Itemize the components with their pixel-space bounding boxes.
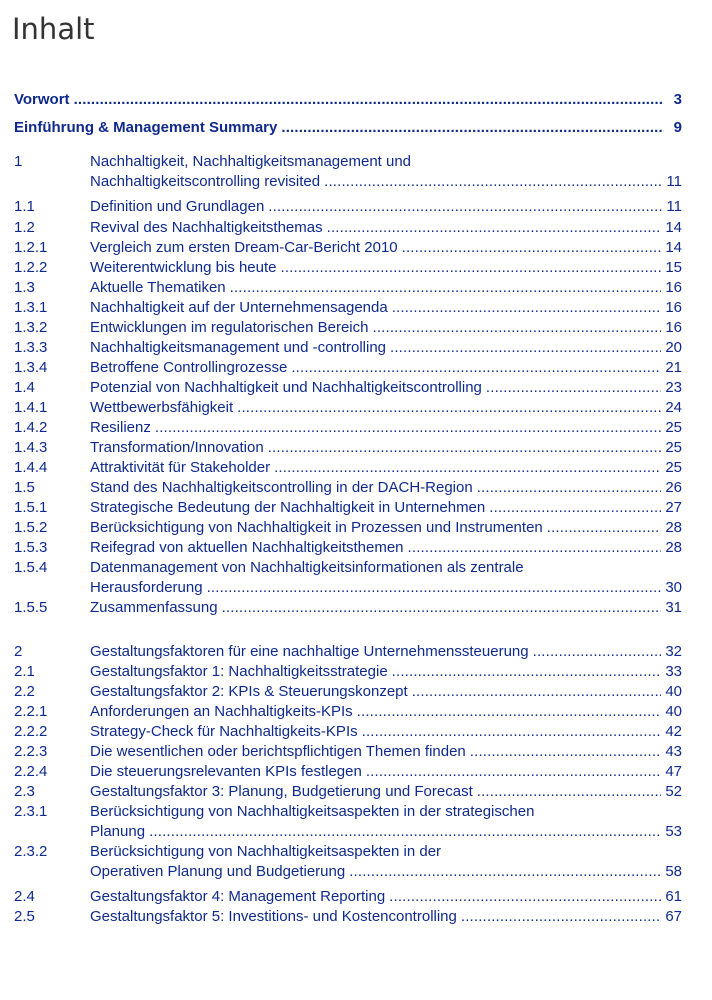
toc-page-number: 40 xyxy=(665,683,682,700)
toc-entry-title: Strategische Bedeutung der Nachhaltigkeit in Unternehmen xyxy=(90,499,486,516)
toc-entry-number: 1.1 xyxy=(14,198,35,215)
toc-entry[interactable] xyxy=(14,258,682,278)
toc-entry-number: 1.3.4 xyxy=(14,359,48,376)
toc-entry-title: Transformation/Innovation xyxy=(90,439,264,456)
toc-entry-number: 1.3.3 xyxy=(14,339,48,356)
toc-entry-number: 2.3.2 xyxy=(14,843,48,860)
toc-dot-leader xyxy=(155,418,661,438)
toc-entry[interactable] xyxy=(14,842,682,882)
toc-dot-leader xyxy=(489,498,661,518)
toc-page-number: 42 xyxy=(665,723,682,740)
toc-entry[interactable] xyxy=(14,278,682,298)
toc-page-number: 25 xyxy=(665,439,682,456)
toc-entry[interactable] xyxy=(14,438,682,458)
toc-entry-title: Berücksichtigung von Nachhaltigkeit in Prozessen und Instrumenten xyxy=(90,519,543,536)
toc-entry-number: 2.2.2 xyxy=(14,723,48,740)
toc-entry-title: Zusammenfassung xyxy=(90,599,218,616)
toc-entry-title: Nachhaltigkeitscontrolling revisited xyxy=(90,173,321,190)
toc-entry-title: Strategy-Check für Nachhaltigkeits-KPIs xyxy=(90,723,358,740)
toc-dot-leader xyxy=(222,598,662,618)
toc-page-number: 11 xyxy=(666,198,682,215)
toc-page-number: 43 xyxy=(665,743,682,760)
toc-entry-line xyxy=(90,822,682,842)
toc-entry-number: 1.4.2 xyxy=(14,419,48,436)
toc-entry[interactable] xyxy=(14,722,682,742)
toc-dot-leader xyxy=(281,118,664,138)
toc-entry-number: 2.4 xyxy=(14,888,35,905)
toc-page-number: 53 xyxy=(665,823,682,840)
toc-entry-line xyxy=(90,722,682,742)
toc-dot-leader xyxy=(230,278,662,298)
toc-entry-line xyxy=(90,907,682,927)
toc-entry-number: 1.4.4 xyxy=(14,459,48,476)
toc-page-number: 24 xyxy=(665,399,682,416)
toc-entry-number: 1.5 xyxy=(14,479,35,496)
toc-page-number: 11 xyxy=(666,173,682,190)
toc-dot-leader xyxy=(392,662,662,682)
toc-dot-leader xyxy=(281,258,662,278)
toc-entry-line xyxy=(90,258,682,278)
toc-entry-title: Potenzial von Nachhaltigkeit und Nachhaltigkeitscontrolling xyxy=(90,379,482,396)
toc-entry-title: Die steuerungsrelevanten KPIs festlegen xyxy=(90,763,362,780)
toc-entry-title: Gestaltungsfaktor 1: Nachhaltigkeitsstrategie xyxy=(90,663,388,680)
toc-entry-line xyxy=(90,558,682,578)
toc-page-number: 3 xyxy=(673,91,682,108)
toc-entry[interactable] xyxy=(14,478,682,498)
toc-entry[interactable] xyxy=(14,378,682,398)
toc-dot-leader xyxy=(366,762,661,782)
toc-page-number: 25 xyxy=(665,459,682,476)
toc-dot-leader xyxy=(362,722,662,742)
toc-entry-number: 1.5.3 xyxy=(14,539,48,556)
toc-page-number: 58 xyxy=(665,863,682,880)
toc-page-number: 33 xyxy=(665,663,682,680)
toc-page-number: 16 xyxy=(665,299,682,316)
toc-entry-number: 1.2.1 xyxy=(14,239,48,256)
toc-entry-line xyxy=(90,887,682,907)
toc-entry-title: Nachhaltigkeit, Nachhaltigkeitsmanagement und xyxy=(90,153,412,170)
toc-entry-line xyxy=(90,498,682,518)
toc-dot-leader xyxy=(470,742,662,762)
toc-entry-line xyxy=(90,152,682,172)
toc-dot-leader xyxy=(392,298,662,318)
toc-entry[interactable] xyxy=(14,702,682,722)
toc-page-number: 47 xyxy=(665,763,682,780)
toc-page-number: 30 xyxy=(665,579,682,596)
toc-dot-leader xyxy=(477,782,662,802)
toc-entry-line xyxy=(90,842,682,862)
toc-entry[interactable] xyxy=(14,518,682,538)
toc-dot-leader xyxy=(237,398,661,418)
toc-entry-number: 1.4.1 xyxy=(14,399,48,416)
toc-dot-leader xyxy=(207,578,662,598)
toc-page-number: 25 xyxy=(665,419,682,436)
toc-entry-title: Gestaltungsfaktor 5: Investitions- und Kostencontrolling xyxy=(90,908,457,925)
toc-entry-line xyxy=(90,358,682,378)
toc-page-number: 14 xyxy=(665,239,682,256)
toc-page-number: 16 xyxy=(665,279,682,296)
toc-entry-title: Reifegrad von aktuellen Nachhaltigkeitsthemen xyxy=(90,539,404,556)
toc-entry-line xyxy=(14,118,682,138)
toc-entry-line xyxy=(90,238,682,258)
toc-dot-leader xyxy=(412,682,662,702)
toc-entry-title: Gestaltungsfaktor 2: KPIs & Steuerungskonzept xyxy=(90,683,408,700)
toc-entry-number: 2.3 xyxy=(14,783,35,800)
toc-page-number: 15 xyxy=(665,259,682,276)
toc-entry[interactable] xyxy=(14,338,682,358)
toc-entry[interactable] xyxy=(14,538,682,558)
toc-entry-title: Definition und Grundlagen xyxy=(90,198,265,215)
toc-entry[interactable] xyxy=(14,558,682,598)
toc-entry-line xyxy=(90,318,682,338)
toc-entry[interactable] xyxy=(14,218,682,238)
toc-entry-title: Attraktivität für Stakeholder xyxy=(90,459,271,476)
toc-dot-leader xyxy=(408,538,662,558)
toc-entry-title: Resilienz xyxy=(90,419,151,436)
toc-entry[interactable] xyxy=(14,358,682,378)
toc-dot-leader xyxy=(477,478,662,498)
toc-entry-number: 1.5.1 xyxy=(14,499,48,516)
toc-entry[interactable] xyxy=(14,762,682,782)
toc-entry-line xyxy=(90,218,682,238)
toc-entry-line xyxy=(90,598,682,618)
toc-entry-line xyxy=(90,172,682,192)
toc-entry-title: Weiterentwicklung bis heute xyxy=(90,259,277,276)
toc-page-number: 67 xyxy=(665,908,682,925)
toc-entry-title: Operativen Planung und Budgetierung xyxy=(90,863,346,880)
toc-entry-line xyxy=(90,458,682,478)
toc-entry-title: Die wesentlichen oder berichtspflichtigen Themen finden xyxy=(90,743,466,760)
toc-entry[interactable] xyxy=(14,907,682,927)
toc-page-number: 28 xyxy=(665,519,682,536)
toc-entry-title: Datenmanagement von Nachhaltigkeitsinformationen als zentrale xyxy=(90,559,524,576)
toc-entry[interactable] xyxy=(14,662,682,682)
toc-entry-number: 1.3 xyxy=(14,279,35,296)
toc-entry-line xyxy=(90,682,682,702)
toc-entry-title: Gestaltungsfaktor 3: Planung, Budgetierung und Forecast xyxy=(90,783,473,800)
toc-entry-title: Aktuelle Thematiken xyxy=(90,279,226,296)
toc-dot-leader xyxy=(486,378,661,398)
toc-entry-line xyxy=(90,662,682,682)
page-title: Inhalt xyxy=(12,12,95,46)
toc-entry[interactable] xyxy=(14,398,682,418)
toc-entry-number: 1.5.5 xyxy=(14,599,48,616)
toc-entry-title: Berücksichtigung von Nachhaltigkeitsaspekten in der xyxy=(90,843,442,860)
toc-dot-leader xyxy=(533,642,662,662)
toc-entry-line xyxy=(90,578,682,598)
toc-entry-number: 1.3.2 xyxy=(14,319,48,336)
toc-entry[interactable] xyxy=(14,152,682,192)
toc-entry-title: Stand des Nachhaltigkeitscontrolling in der DACH-Region xyxy=(90,479,473,496)
toc-page-number: 23 xyxy=(665,379,682,396)
toc-entry-title: Berücksichtigung von Nachhaltigkeitsaspekten in der strategischen xyxy=(90,803,535,820)
toc-entry-number: 2.1 xyxy=(14,663,35,680)
toc-entry-number: 1.2.2 xyxy=(14,259,48,276)
toc-entry-line xyxy=(90,438,682,458)
toc-entry[interactable] xyxy=(14,418,682,438)
toc-page-number: 16 xyxy=(665,319,682,336)
toc-dot-leader xyxy=(389,887,661,907)
toc-entry[interactable] xyxy=(14,458,682,478)
toc-page-number: 52 xyxy=(665,783,682,800)
toc-entry[interactable] xyxy=(14,598,682,618)
toc-dot-leader xyxy=(372,318,661,338)
toc-page-number: 20 xyxy=(665,339,682,356)
toc-entry-title: Entwicklungen im regulatorischen Bereich xyxy=(90,319,369,336)
toc-entry-line xyxy=(90,338,682,358)
toc-entry[interactable] xyxy=(14,887,682,907)
toc-entry-number: 1.5.4 xyxy=(14,559,48,576)
toc-entry-number: 1.5.2 xyxy=(14,519,48,536)
toc-dot-leader xyxy=(268,197,662,217)
toc-entry-line xyxy=(90,742,682,762)
toc-dot-leader xyxy=(268,438,662,458)
toc-entry-line xyxy=(90,702,682,722)
toc-page-number: 61 xyxy=(665,888,682,905)
toc-entry-title: Vorwort xyxy=(14,91,70,108)
toc-entry-line xyxy=(14,90,682,110)
toc-entry-title: Gestaltungsfaktoren für eine nachhaltige Unternehmenssteuerung xyxy=(90,643,529,660)
toc-entry-line xyxy=(90,378,682,398)
toc-page-number: 27 xyxy=(665,499,682,516)
toc-page-number: 28 xyxy=(665,539,682,556)
toc-dot-leader xyxy=(349,862,661,882)
toc-entry[interactable] xyxy=(14,298,682,318)
toc-entry-number: 1.4.3 xyxy=(14,439,48,456)
toc-page-number: 26 xyxy=(665,479,682,496)
toc-entry[interactable] xyxy=(14,238,682,258)
toc-entry-number: 2.2.4 xyxy=(14,763,48,780)
toc-entry-title: Herausforderung xyxy=(90,579,203,596)
toc-dot-leader xyxy=(324,172,662,192)
toc-entry-title: Nachhaltigkeit auf der Unternehmensagenda xyxy=(90,299,388,316)
toc-page-number: 21 xyxy=(665,359,682,376)
toc-entry-title: Betroffene Controllingrozesse xyxy=(90,359,288,376)
toc-entry[interactable] xyxy=(14,90,682,110)
toc-entry[interactable] xyxy=(14,642,682,662)
toc-entry-number: 1 xyxy=(14,153,23,170)
toc-page-number: 14 xyxy=(665,219,682,236)
toc-entry[interactable] xyxy=(14,197,682,217)
toc-entry-title: Wettbewerbsfähigkeit xyxy=(90,399,234,416)
toc-page-number: 40 xyxy=(665,703,682,720)
toc-entry-line xyxy=(90,398,682,418)
toc-entry-title: Gestaltungsfaktor 4: Management Reporting xyxy=(90,888,386,905)
toc-entry-title: Planung xyxy=(90,823,146,840)
toc-entry[interactable] xyxy=(14,802,682,842)
toc-dot-leader xyxy=(390,338,661,358)
toc-dot-leader xyxy=(461,907,661,927)
toc-entry[interactable] xyxy=(14,782,682,802)
toc-dot-leader xyxy=(274,458,661,478)
toc-entry-number: 1.2 xyxy=(14,219,35,236)
toc-entry[interactable] xyxy=(14,682,682,702)
toc-dot-leader xyxy=(402,238,662,258)
toc-entry[interactable] xyxy=(14,318,682,338)
toc-entry-number: 2.2 xyxy=(14,683,35,700)
toc-entry-number: 1.3.1 xyxy=(14,299,48,316)
toc-entry-number: 2.5 xyxy=(14,908,35,925)
toc-entry-title: Revival des Nachhaltigkeitsthemas xyxy=(90,219,323,236)
toc-dot-leader xyxy=(327,218,662,238)
toc-entry-line xyxy=(90,298,682,318)
toc-page-number: 9 xyxy=(673,119,682,136)
toc-entry-line xyxy=(90,278,682,298)
toc-entry-line xyxy=(90,197,682,217)
toc-entry-title: Anforderungen an Nachhaltigkeits-KPIs xyxy=(90,703,353,720)
toc-entry[interactable] xyxy=(14,742,682,762)
toc-entry-number: 1.4 xyxy=(14,379,35,396)
toc-dot-leader xyxy=(291,358,661,378)
toc-entry-title: Einführung & Management Summary xyxy=(14,119,278,136)
toc-entry-line xyxy=(90,418,682,438)
toc-entry-line xyxy=(90,782,682,802)
toc-entry-line xyxy=(90,762,682,782)
toc-entry-number: 2 xyxy=(14,643,23,660)
toc-page-number: 32 xyxy=(665,643,682,660)
toc-entry[interactable] xyxy=(14,118,682,138)
toc-entry-line xyxy=(90,538,682,558)
toc-entry[interactable] xyxy=(14,498,682,518)
toc-entry-line xyxy=(90,642,682,662)
toc-entry-line xyxy=(90,518,682,538)
toc-page-number: 31 xyxy=(665,599,682,616)
toc-entry-title: Nachhaltigkeitsmanagement und -controlling xyxy=(90,339,387,356)
toc-entry-line xyxy=(90,802,682,822)
toc-entry-line xyxy=(90,478,682,498)
toc-entry-number: 2.2.1 xyxy=(14,703,48,720)
toc-entry-line xyxy=(90,862,682,882)
toc-dot-leader xyxy=(74,90,664,110)
toc-entry-number: 2.2.3 xyxy=(14,743,48,760)
toc-entry-title: Vergleich zum ersten Dream-Car-Bericht 2010 xyxy=(90,239,398,256)
toc-entry-number: 2.3.1 xyxy=(14,803,48,820)
toc-dot-leader xyxy=(357,702,662,722)
toc-dot-leader xyxy=(547,518,662,538)
toc-dot-leader xyxy=(149,822,661,842)
